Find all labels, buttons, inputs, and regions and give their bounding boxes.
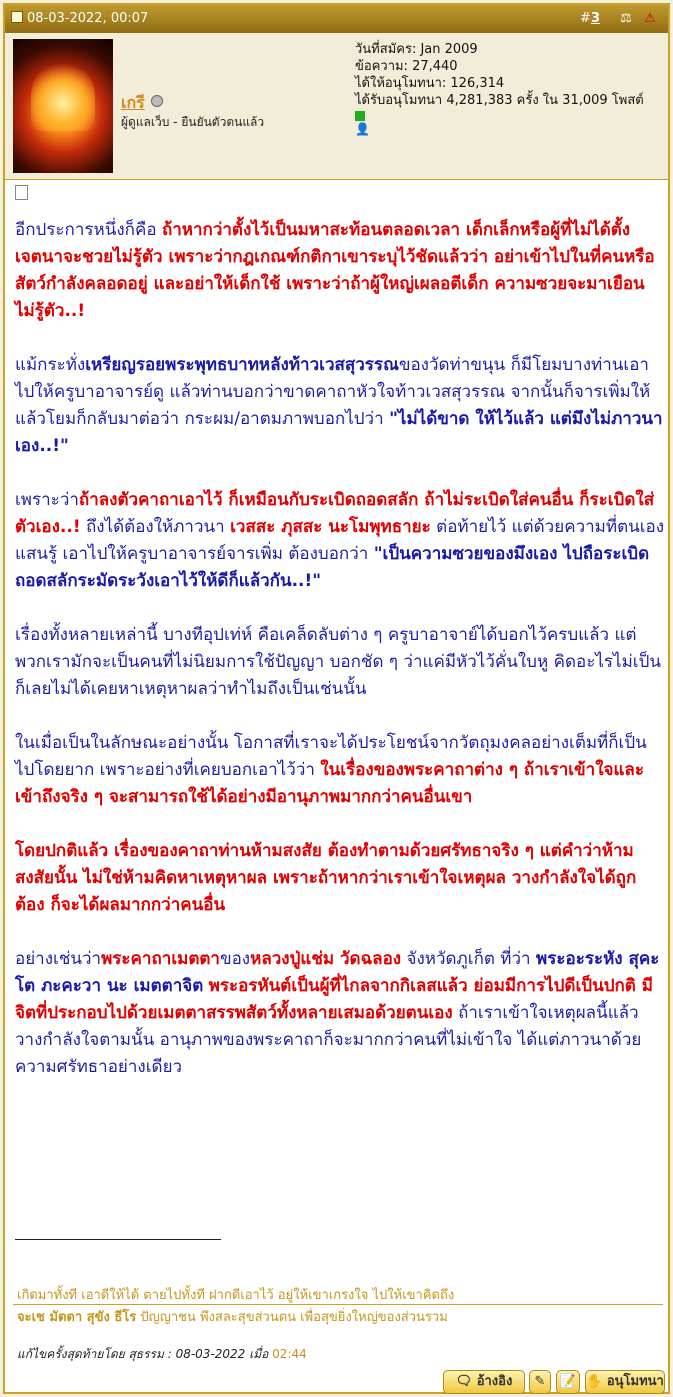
signature-emphasis: จะเช มัตตา สุขัง ธีโร (17, 1310, 137, 1325)
post-container (3, 3, 670, 1394)
avatar[interactable] (13, 39, 113, 173)
text: แม้กระทั่ง (15, 355, 86, 375)
post-datetime: 08-03-2022, 00:07 (27, 11, 149, 26)
report-warning-icon[interactable]: ⚠ (644, 11, 656, 26)
post-status-icon (11, 11, 23, 23)
post-number[interactable]: 3 (590, 11, 600, 26)
text-emphasis: หลวงปู่แช่ม วัดฉลอง (250, 949, 402, 969)
paragraph-2 (15, 352, 665, 460)
thanks-button[interactable] (585, 1370, 665, 1394)
signature-line-1: เกิดมาทั้งที เอาดีให้ได้ ตายไปทั้งที ฝากดีเอาไว้ อยู่ให้เขาเกรงใจ ไปให้เขาคิดถึง (17, 1288, 455, 1303)
text-emphasis: เหรียญรอยพระพุทธบาทหลังท้าวเวสสุวรรณ (85, 355, 399, 375)
post-number-prefix: # (580, 11, 591, 26)
text: ต่อท้ายไว้ แต่ด้วยความที่ตนเองแสนรู้ เอาไปให้ครูบาอาจารย์จารเพิ่ม ต้องบอกว่า (15, 517, 665, 564)
text-emphasis: ในเรื่องของพระคาถาต่าง ๆ ถ้าเราเข้าใจและเข้าถึงจริง ๆ จะสามารถใช้ได้อย่างมีอานุภาพมากกว่าคนอื่นเขา (15, 760, 644, 807)
paragraph-1 (15, 217, 665, 325)
user-info-bar (5, 33, 668, 180)
text: อย่างเช่นว่า (15, 949, 102, 969)
text: ถึงได้ต้องให้ภาวนา (80, 517, 231, 537)
document-icon (15, 185, 28, 200)
post-body (15, 217, 665, 1108)
text: จังหวัดภูเก็ต ที่ว่า (401, 949, 537, 969)
text: ในเมื่อเป็นในลักษณะอย่างนั้น โอกาสที่เราจะได้ประโยชน์จากวัตถุมงคลอย่างเต็มที่ก็เป็นไปโดยยาก เพราะอย่างที่เคยบอกเอาไว้ว่า (15, 733, 647, 780)
text-emphasis: "ไม่ได้ขาด ให้ไว้แล้ว แต่มึงไม่ภาวนาเอง..!" (15, 409, 663, 456)
thanks-icon: ✋ (586, 1374, 603, 1389)
user-stats (355, 41, 644, 138)
paragraph-7 (15, 946, 665, 1081)
quote-button[interactable] (443, 1370, 525, 1394)
user-title: ผู้ดูแลเว็บ - ยืนยันตัวตนแล้ว (121, 115, 265, 129)
text: ของวัดท่าขนุน ก็มีโยมบางท่านเอาไปให้ครูบาอาจารย์ดู แล้วท่านบอกว่าขาดคาถาหัวใจท้าวเวสสุวรรณ จากนั้นก็จารเพิ่มให้ แล้วโยมก็กลับมาต่อว่า กระผม/อาตมภาพบอกไปว่า (15, 355, 651, 429)
quote-label: อ้างอิง (476, 1374, 513, 1389)
username[interactable]: เกรี (121, 93, 145, 112)
text: ถ้าเราเข้าใจเหตุผลนี้แล้ววางกำลังใจตามนั้น อานุภาพของพระคาถาก็จะมากกว่าคนที่ไม่เข้าใจ ได้แต่ภาวนาด้วยความศรัทธาอย่างเดียว (15, 1003, 642, 1077)
text: เพราะว่า (15, 490, 79, 510)
paragraph-3 (15, 487, 665, 595)
post-date (11, 11, 148, 26)
text-emphasis: พระอรหันต์เป็นผู้ที่ไกลจากกิเลสแล้ว ย่อมมีการไปดีเป็นปกติ มีจิตที่ประกอบไปด้วยเมตตาสรรพสัตว์ทั้งหลายเสมอด้วยตนเอง (15, 976, 653, 1023)
quote-icon: 🗨 (455, 1374, 473, 1389)
thanks-given: ได้ให้อนุโมทนา: 126,314 (355, 76, 505, 91)
post-footer-divider (13, 1304, 663, 1305)
post-count: ข้อความ: 27,440 (355, 59, 458, 74)
phoenix-image (31, 61, 95, 131)
signature-line-2 (17, 1307, 662, 1329)
paragraph-6: โดยปกติแล้ว เรื่องของคาถาท่านห้ามสงสัย ต้องทำตามด้วยศรัทธาจริง ๆ แต่คำว่าห้ามสงสัยนั้น ไม่ใช่ห้ามคิดหาเหตุหาผล เพราะถ้าหากว่าเราเข้าใจเหตุผล วางกำลังใจได้ถูกต้อง ก็จะได้ผลมากกว่าคนอื่น (15, 841, 637, 915)
edit-prefix: แก้ไขครั้งสุดท้ายโดย สุธรรม : 08-03-2022 เมื่อ (17, 1347, 273, 1361)
signature-text: ปัญญาชน พึงสละสุขส่วนตน เพื่อสุขยิ่งใหญ่ของส่วนรวม (136, 1310, 448, 1325)
text: ของ (219, 949, 251, 969)
edit-post-button[interactable]: 📝 (556, 1370, 580, 1394)
scales-icon[interactable]: ⚖ (620, 11, 632, 26)
thanks-received: ได้รับอนุโมทนา 4,281,383 ครั้ง ใน 31,009 โพสต์ (355, 93, 644, 108)
reputation-icon (355, 111, 365, 121)
text-emphasis: ถ้าหากว่าตั้งไว้เป็นมหาสะท้อนตลอดเวลา เด็กเล็กหรือผู้ที่ไม่ได้ตั้งเจตนาจะชวยไม่รู้ตัว เพราะว่ากฎเกณฑ์กติกาเขาระบุไว้ชัดแล้วว่า อย่าเข้าไปในที่คนหรือสัตว์กำลังคลอดอยู่ และอย่าให้เด็กใช้ เพราะว่าถ้าผู้ใหญ่เผลอตีเด็ก ความซวยจะมาเยือนไม่รู้ตัว..! (15, 220, 655, 321)
user-profile-icon[interactable]: 👤 (355, 122, 370, 136)
signature (17, 1285, 662, 1329)
thanks-label: อนุโมทนา (606, 1374, 664, 1389)
text: อีกประการหนึ่งก็คือ (15, 220, 162, 240)
offline-status-icon (151, 95, 163, 107)
paragraph-5 (15, 730, 665, 811)
post-header (5, 5, 668, 33)
text-emphasis: พระคาถาเมตตา (101, 949, 220, 969)
text-emphasis: เวสสะ ภุสสะ นะโมพุทธายะ (230, 517, 431, 537)
join-date: วันที่สมัคร: Jan 2009 (355, 42, 478, 57)
signature-divider (15, 1239, 221, 1240)
text-emphasis: ถ้าลงตัวคาถาเอาไว้ ก็เหมือนกับระเบิดถอดสลัก ถ้าไม่ระเบิดใส่คนอื่น ก็ระเบิดใส่ตัวเอง..! (15, 490, 655, 537)
post-number-link[interactable] (580, 11, 600, 26)
multi-quote-button[interactable]: ✎ (529, 1370, 551, 1394)
edit-time: 02:44 (272, 1347, 307, 1361)
text-emphasis: "เป็นความซวยของมึงเอง ไปถือระเบิดถอดสลักระมัดระวังเอาไว้ให้ดีก็แล้วกัน..!" (15, 544, 650, 591)
paragraph-4: เรื่องทั้งหลายเหล่านี้ บางทีอุปเท่ห์ คือเคล็ดลับต่าง ๆ ครูบาอาจาย์ได้บอกไว้ครบแล้ว แต่พวกเรามักจะเป็นคนที่ไม่นิยมการใช้ปัญญา บอกชัด ๆ ว่าแค่มีหัวไว้คั่นใบหู คิดอะไรไม่เป็น ก็เลยไม่ได้เคยหาเหตุหาผลว่าทำไมถึงเป็นเช่นนั้น (15, 625, 661, 699)
text-emphasis: พระอะระหัง สุคะโต ภะคะวา นะ เมตตาจิต (15, 949, 660, 996)
edit-note (17, 1345, 307, 1364)
